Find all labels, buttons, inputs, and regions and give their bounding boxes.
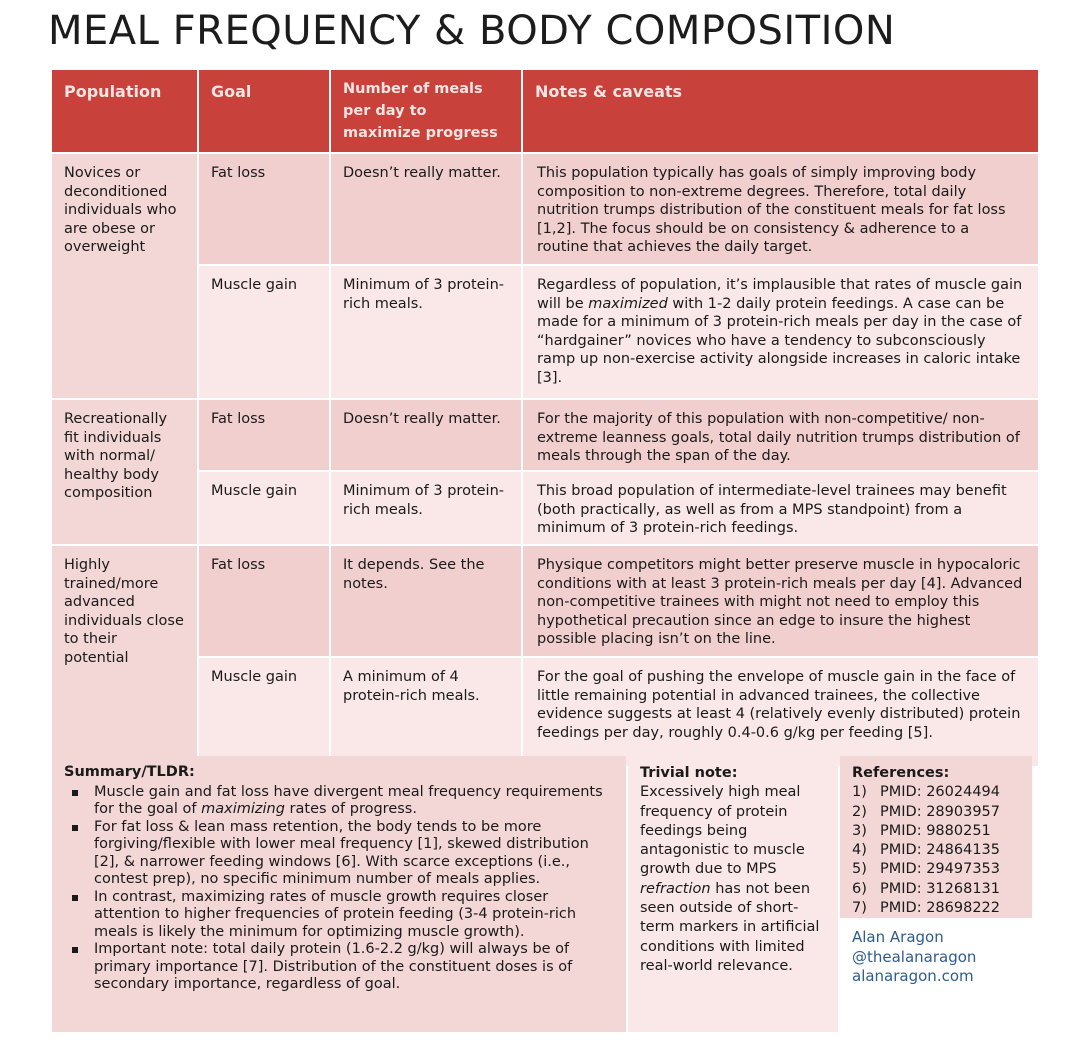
references-title: References: [852,765,950,781]
reference-item [852,803,1020,822]
summary-bullet: For fat loss & lean mass retention, the body tends to be more forgiving/flexible with lower meal frequency [1], skewed distribution [2], & narrower feeding windows [6]. With scarce exceptions (i.e., contest prep), no specific minimum number of meals applies. [94,819,614,889]
goal-cell: Muscle gain [199,658,329,766]
notes-cell [523,266,1038,398]
references-list [852,783,1020,918]
summary-bullet: In contrast, maximizing rates of muscle growth requires closer attention to higher frequencies of protein feeding (3-4 protein-rich meals is likely the minimum for optimizing muscle growth). [94,889,614,942]
trivial-text-part: Excessively high meal frequency of protein feedings being antagonistic to muscle growth due to MPS [640,784,805,878]
reference-item [852,841,1020,860]
page-title: MEAL FREQUENCY & BODY COMPOSITION [48,8,896,54]
meal-frequency-table [52,70,1032,766]
notes-cell: This broad population of intermediate-level trainees may benefit (both practically, as well as from a MPS standpoint) from a minimum of 3 protein-rich feedings. [523,472,1038,544]
goal-cell: Fat loss [199,400,329,470]
reference-number: 6) [852,880,867,897]
trivial-title: Trivial note: [640,765,738,781]
trivial-text-part: has not been seen outside of short-term markers in artificial conditions with limited real-world relevance. [640,880,820,974]
author-handle: @thealanaragon [852,947,977,966]
reference-pmid: PMID: 9880251 [880,822,991,839]
meals-cell: Minimum of 3 protein-rich meals. [331,472,521,544]
reference-number: 5) [852,861,867,878]
author-name: Alan Aragon [852,928,944,946]
goal-cell: Muscle gain [199,472,329,544]
reference-number: 4) [852,842,867,859]
reference-item [852,783,1020,802]
notes-cell: Physique competitors might better preserve muscle in hypocaloric conditions with at least 3 protein-rich meals per day [4]. Advanced non-competitive trainees with might not need to employ this hypothetical precaution since an edge to insure the highest possible placing isn’t on the line. [523,546,1038,656]
summary-text: Muscle gain and fat loss have divergent meal frequency requirements for the goal of [94,783,603,817]
notes-text: Regardless of population, it’s implausible that rates of muscle gain will be [537,277,1023,312]
reference-pmid: PMID: 26024494 [880,784,1000,801]
notes-cell: For the majority of this population with non-competitive/ non-extreme leanness goals, total daily nutrition trumps distribution of meals through the span of the day. [523,400,1038,470]
author-site: alanaragon.com [852,967,974,985]
reference-item [852,860,1020,879]
reference-item [852,899,1020,918]
notes-text: with 1-2 daily protein feedings. A case can be made for a minimum of 3 protein-rich meals per day in the case of “hardgainer” novices who have a tendency to subconsciously ramp up non-exercise activity alongside increases in caloric intake [3]. [537,295,1022,386]
reference-item [852,880,1020,899]
trivial-note-box [628,756,838,1032]
header-notes: Notes & caveats [523,70,1038,152]
summary-box [52,756,626,1032]
reference-number: 2) [852,803,867,820]
reference-pmid: PMID: 24864135 [880,842,1000,859]
meals-cell: Minimum of 3 protein-rich meals. [331,266,521,398]
header-goal: Goal [199,70,329,152]
notes-emphasis: maximized [588,295,668,312]
meals-cell: It depends. See the notes. [331,546,521,656]
reference-number: 3) [852,822,867,839]
goal-cell: Fat loss [199,154,329,264]
summary-bullet: Important note: total daily protein (1.6-2.2 g/kg) will always be of primary importance [7]. Distribution of the constituent doses is of secondary importance, regardless of goal. [94,941,614,994]
population-novices: Novices or deconditioned individuals who are obese or overweight [52,154,197,398]
goal-cell: Fat loss [199,546,329,656]
references-box [840,756,1032,918]
trivial-emphasis: refraction [640,880,711,897]
meals-cell: A minimum of 4 protein-rich meals. [331,658,521,766]
header-meals: Number of meals per day to maximize progress [331,70,521,152]
summary-bullet [94,784,614,819]
reference-pmid: PMID: 28698222 [880,900,1000,917]
notes-cell: For the goal of pushing the envelope of muscle gain in the face of little remaining potential in advanced trainees, the collective evidence suggests at least 4 (relatively evenly distributed) protein feedings per day, roughly 0.4-0.6 g/kg per feeding [5]. [523,658,1038,766]
population-recreational: Recreationally fit individuals with normal/ healthy body composition [52,400,197,544]
reference-item [852,822,1020,841]
notes-cell: This population typically has goals of simply improving body composition to non-extreme degrees. Therefore, total daily nutrition trumps distribution of the constituent meals for fat loss [1,2]. The focus should be on consistency & adherence to a routine that achieves the daily target. [523,154,1038,264]
reference-pmid: PMID: 31268131 [880,880,1000,897]
summary-list [64,784,614,994]
reference-number: 7) [852,900,867,917]
trivial-text [640,783,826,976]
meals-cell: Doesn’t really matter. [331,400,521,470]
summary-emphasis: maximizing [201,801,285,817]
header-population: Population [52,70,197,152]
summary-title: Summary/TLDR: [64,764,195,780]
reference-number: 1) [852,784,867,801]
author-credit [852,928,1032,987]
reference-pmid: PMID: 28903957 [880,803,1000,820]
population-advanced: Highly trained/more advanced individuals close to their potential [52,546,197,766]
meals-cell: Doesn’t really matter. [331,154,521,264]
summary-text: rates of progress. [284,801,417,817]
reference-pmid: PMID: 29497353 [880,861,1000,878]
goal-cell: Muscle gain [199,266,329,398]
